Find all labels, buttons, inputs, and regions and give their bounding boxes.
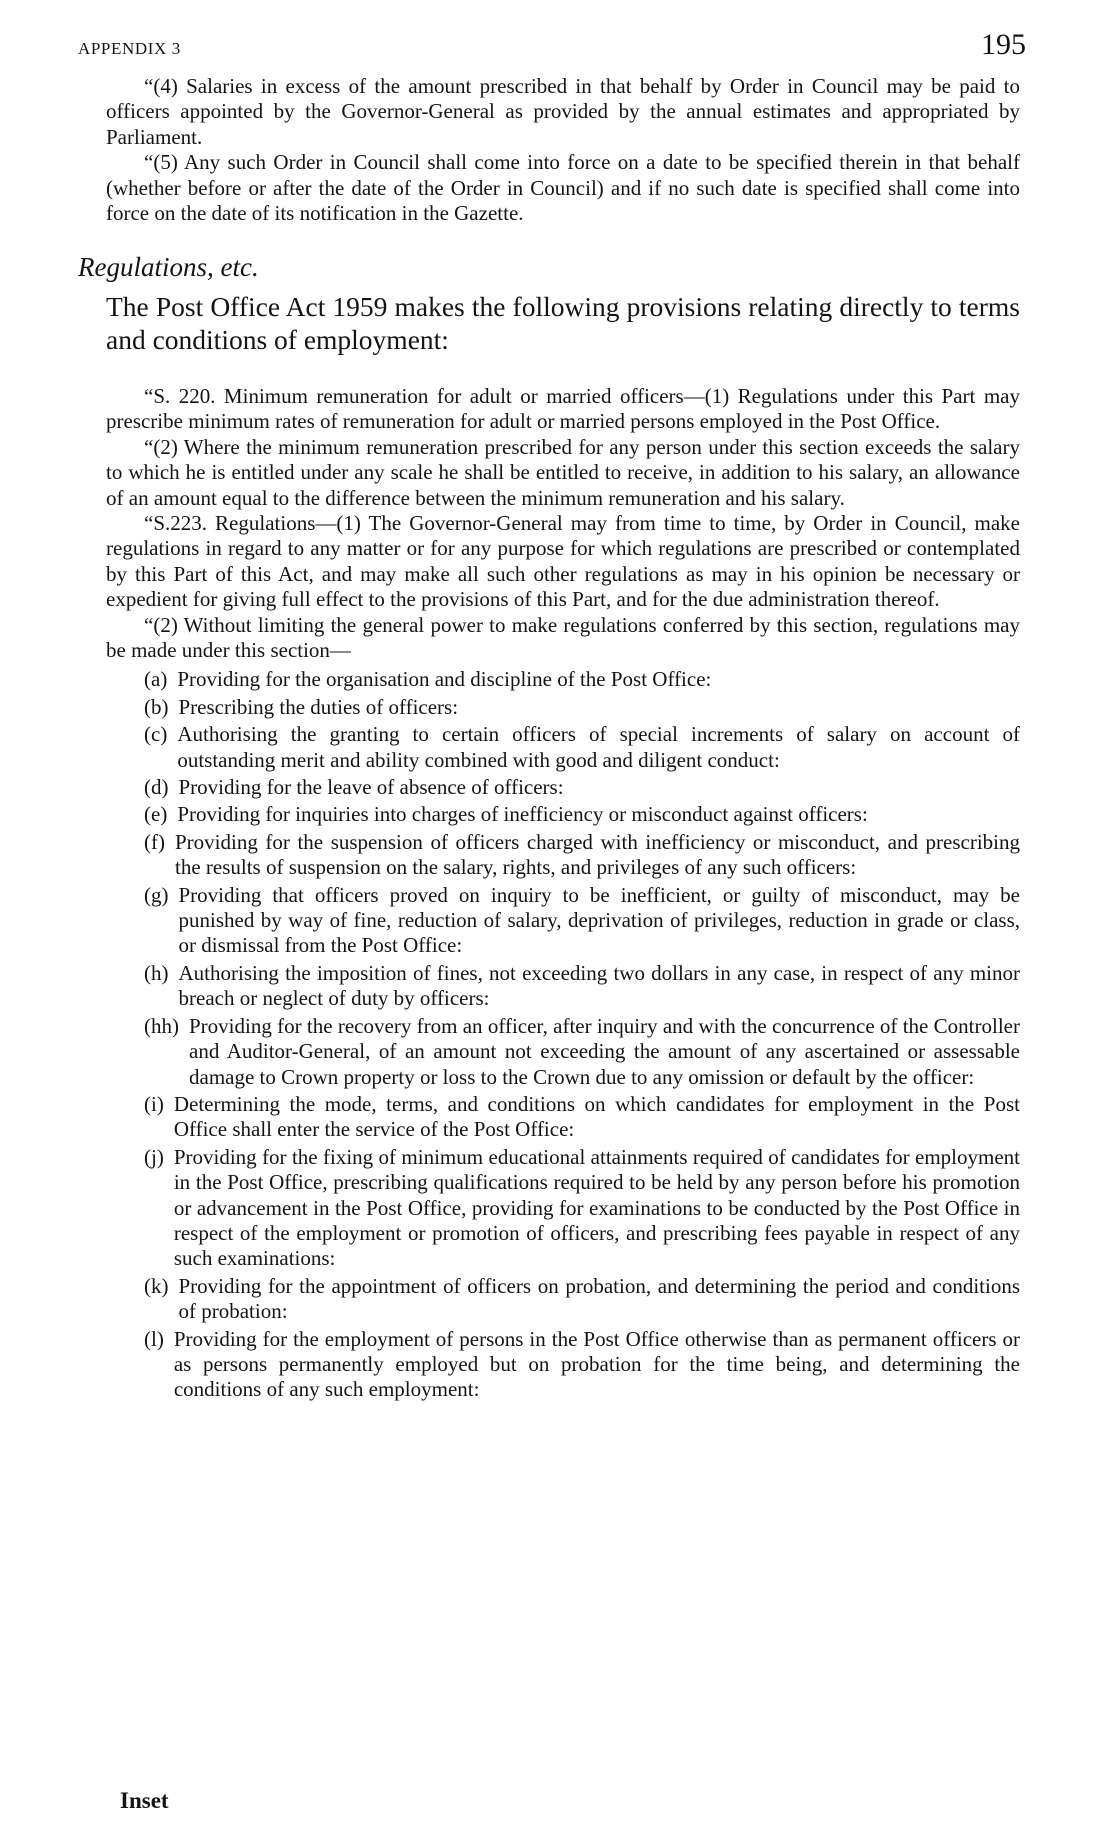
item-text: Providing for the leave of absence of officers: (178, 775, 564, 800)
item-text: Determining the mode, terms, and conditions on which candidates for employment in the Post Office shall enter the service of the Post Office: (173, 1091, 1020, 1142)
item-mark: (e) (144, 802, 168, 827)
footer-inset-label: Inset (120, 1788, 169, 1813)
list-item (106, 961, 1020, 1012)
item-text: Providing for the organisation and discipline of the Post Office: (177, 667, 712, 692)
item-text: Providing that officers proved on inquiry to be inefficient, or guilty of misconduct, may be punished by way of fine, reduction of salary, deprivation of privileges, reduction in grade or class, or dismissal from the Post Office: (178, 882, 1020, 958)
item-mark: (hh) (144, 1013, 179, 1038)
item-mark: (a) (144, 667, 168, 692)
paragraph-subsection-4: “(4) Salaries in excess of the amount prescribed in that behalf by Order in Council may be paid to officers appointed by the Governor-General as provided by the annual estimates and appropriated by Parliament. (106, 74, 1020, 149)
item-mark: (k) (144, 1273, 169, 1298)
list-item (106, 722, 1020, 773)
item-mark: (j) (144, 1144, 164, 1169)
statute-text (106, 384, 1020, 1403)
list-item (106, 775, 1020, 800)
item-text: Providing for the recovery from an officer, after inquiry and with the concurrence of the Controller and Auditor-General, of an amount not exceeding the amount of any ascertained or assessable damage to Crown property or loss to the Crown due to any omission or default by the officer: (189, 1013, 1020, 1089)
item-text: Providing for inquiries into charges of inefficiency or misconduct against officers: (177, 802, 868, 827)
item-mark: (f) (144, 829, 165, 854)
item-text: Prescribing the duties of officers: (178, 694, 459, 719)
list-item (106, 1014, 1020, 1090)
section-heading: Regulations, etc. (78, 252, 259, 283)
list-item (106, 695, 1020, 720)
item-mark: (c) (144, 722, 168, 747)
item-text: Providing for the appointment of officers on probation, and determining the period and conditions of probation: (178, 1273, 1020, 1324)
item-text: Authorising the imposition of fines, not exceeding two dollars in any case, in respect of any minor breach or neglect of duty by officers: (178, 960, 1020, 1011)
page-number: 195 (981, 28, 1026, 61)
item-mark: (i) (144, 1091, 164, 1116)
item-mark: (b) (144, 694, 169, 719)
lead-paragraph: The Post Office Act 1959 makes the following provisions relating directly to terms and conditions of employment: (106, 291, 1020, 356)
paragraph-s223-2: “(2) Without limiting the general power to make regulations conferred by this section, regulations may be made under this section— (106, 612, 1020, 662)
list-item (106, 1145, 1020, 1272)
list-item (106, 667, 1020, 692)
running-head-title: APPENDIX 3 (78, 39, 181, 58)
item-text: Providing for the employment of persons in the Post Office otherwise than as permanent officers or as persons permanently employed but on probation for the time being, and determining the conditions of any such employment: (173, 1326, 1020, 1402)
list-item (106, 1327, 1020, 1403)
paragraph-s220-2: “(2) Where the minimum remuneration prescribed for any person under this section exceeds the salary to which he is entitled under any scale he shall be entitled to receive, in addition to his salary, an allowance of an amount equal to the difference between the minimum remuneration and his salary. (106, 434, 1020, 510)
item-text: Authorising the granting to certain officers of special increments of salary on account of outstanding merit and ability combined with good and diligent conduct: (177, 722, 1020, 772)
item-mark: (l) (144, 1326, 164, 1351)
paragraph-subsection-5: “(5) Any such Order in Council shall come into force on a date to be specified therein in that behalf (whether before or after the date of the Order in Council) and if no such date is specified shall come into force on the date of its notification in the Gazette. (106, 150, 1020, 226)
list-item (106, 802, 1020, 827)
running-header (78, 28, 1026, 74)
regulation-list (106, 667, 1020, 1402)
list-item (106, 830, 1020, 881)
list-item (106, 1092, 1020, 1143)
item-mark: (g) (144, 882, 169, 907)
paragraph-s220-1: “S. 220. Minimum remuneration for adult or married officers—(1) Regulations under this Part may prescribe minimum rates of remuneration for adult or married persons employed in the Post Office. (106, 383, 1020, 434)
item-text: Providing for the suspension of officers charged with inefficiency or misconduct, and prescribing the results of suspension on the salary, rights, and privileges of any such officers: (174, 829, 1020, 880)
item-mark: (d) (144, 775, 169, 800)
paragraph-s223-1: “S.223. Regulations—(1) The Governor-General may from time to time, by Order in Council, make regulations in regard to any matter or for any purpose for which regulations are prescribed or contemplated by this Part of this Act, and may make all such other regulations as may in his opinion be necessary or expedient for giving full effect to the provisions of this Part, and for the due administration thereof. (106, 510, 1020, 612)
item-mark: (h) (144, 960, 169, 985)
list-item (106, 883, 1020, 959)
list-item (106, 1274, 1020, 1325)
intro-block (106, 74, 1020, 226)
item-text: Providing for the fixing of minimum educational attainments required of candidates for employment in the Post Office, prescribing qualifications required to be held by any person before his promotion or advancement in the Post Office, providing for examinations to be conducted by the Post Office in respect of the employment or promotion of officers, and prescribing fees payable in respect of any such examinations: (173, 1144, 1020, 1271)
